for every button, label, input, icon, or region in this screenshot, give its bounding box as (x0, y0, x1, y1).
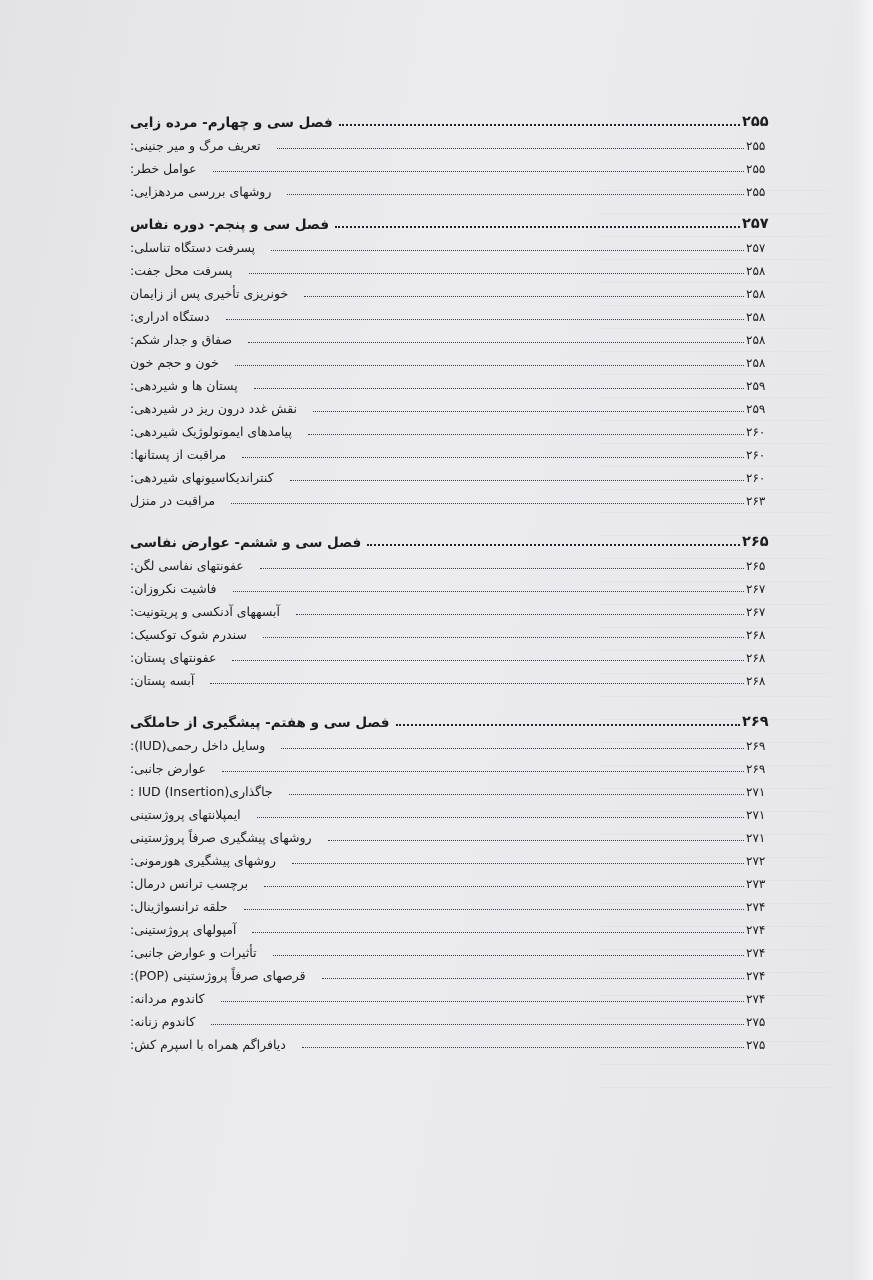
entry-page-number: ۲۷۴ (746, 900, 766, 914)
entry-page-number: ۲۶۰ (746, 448, 766, 462)
dot-leader (287, 193, 744, 195)
entry-title: روشهای بررسی مردهزایی: (130, 184, 272, 199)
dot-leader (254, 387, 744, 389)
chapter-heading (128, 210, 770, 232)
entry-title: جاگذاری(Insertion) IUD : (130, 784, 273, 799)
toc-entry (128, 130, 770, 153)
dot-leader (226, 318, 744, 320)
entry-page-number: ۲۵۸ (746, 333, 766, 347)
toc-entry (128, 278, 770, 301)
toc-entry (128, 730, 770, 753)
entry-title: قرصهای صرفاً پروژستینی (POP): (130, 968, 306, 983)
toc-entry (128, 416, 770, 439)
entry-title: خون و حجم خون (130, 355, 219, 370)
dot-leader (308, 433, 744, 435)
entry-page-number: ۲۵۹ (746, 379, 766, 393)
chapter-34 (128, 108, 770, 199)
toc-entry (128, 596, 770, 619)
entry-title: نقش غدد درون ریز در شیردهی: (130, 401, 298, 416)
entry-page-number: ۲۷۱ (746, 831, 766, 845)
toc-entry (128, 393, 770, 416)
dot-leader (296, 613, 744, 615)
chapter-title: فصل سی و ششم- عوارض نفاسی (130, 535, 362, 551)
entry-title: وسایل داخل رحمی(IUD): (130, 738, 266, 753)
entry-title: پیامدهای ایمونولوژیک شیردهی: (130, 424, 292, 439)
entry-page-number: ۲۶۹ (746, 762, 766, 776)
entry-title: سندرم شوک توکسیک: (130, 627, 247, 642)
chapter-heading (128, 108, 770, 130)
toc-entry (128, 462, 770, 485)
entry-page-number: ۲۶۳ (746, 494, 766, 508)
toc-entry (128, 937, 770, 960)
entry-page-number: ۲۶۸ (746, 651, 766, 665)
dot-leader (289, 793, 744, 795)
dot-leader (322, 977, 744, 979)
entry-title: مراقبت از پستانها: (130, 447, 227, 462)
chapter-title: فصل سی و پنجم- دوره نفاس (130, 217, 330, 233)
entry-page-number: ۲۷۵ (746, 1038, 766, 1052)
dot-leader (211, 1023, 744, 1025)
entry-page-number: ۲۶۸ (746, 674, 766, 688)
dot-leader (252, 931, 744, 933)
dot-leader (232, 659, 744, 661)
entry-title: آبسههای آدنکسی و پریتونیت: (130, 604, 280, 619)
entry-title: خونریزی تأخیری پس از زایمان (130, 286, 289, 301)
chapter-36 (128, 528, 770, 688)
dot-leader (213, 170, 744, 172)
toc-entry (128, 891, 770, 914)
entry-page-number: ۲۶۰ (746, 471, 766, 485)
entry-page-number: ۲۵۸ (746, 310, 766, 324)
toc-entry (128, 776, 770, 799)
toc-entry (128, 176, 770, 199)
dot-leader (271, 249, 744, 251)
dot-leader (367, 543, 740, 546)
entry-title: عوامل خطر: (130, 161, 197, 176)
toc-entry (128, 799, 770, 822)
toc-entry (128, 347, 770, 370)
entry-title: کاندوم زنانه: (130, 1014, 196, 1029)
chapter-page-number: ۲۶۵ (742, 534, 769, 550)
entry-page-number: ۲۶۹ (746, 739, 766, 753)
entry-page-number: ۲۷۴ (746, 923, 766, 937)
entry-page-number: ۲۷۴ (746, 969, 766, 983)
toc-entry (128, 439, 770, 462)
entry-title: مراقبت در منزل (130, 493, 216, 508)
entry-page-number: ۲۶۸ (746, 628, 766, 642)
entry-title: کنتراندیکاسیونهای شیردهی: (130, 470, 274, 485)
dot-leader (339, 123, 740, 126)
entry-title: تأثیرات و عوارض جانبی: (130, 945, 257, 960)
toc-entry (128, 642, 770, 665)
dot-leader (242, 456, 744, 458)
dot-leader (263, 636, 744, 638)
entry-title: دستگاه ادراری: (130, 309, 210, 324)
entry-title: صفاق و جدار شکم: (130, 332, 233, 347)
entry-title: فاشیت نکروزان: (130, 581, 217, 596)
entry-title: پستان ها و شیردهی: (130, 378, 238, 393)
entry-title: برچسب ترانس درمال: (130, 876, 249, 891)
toc-entry (128, 1029, 770, 1052)
entry-page-number: ۲۷۱ (746, 785, 766, 799)
chapter-title: فصل سی و چهارم- مرده زایی (130, 115, 333, 131)
entry-page-number: ۲۷۴ (746, 946, 766, 960)
entry-title: روشهای پیشگیری صرفاً پروژستینی (130, 830, 312, 845)
dot-leader (221, 1000, 744, 1002)
toc-entry (128, 370, 770, 393)
toc-entry (128, 960, 770, 983)
toc-entry (128, 153, 770, 176)
toc-entry (128, 1006, 770, 1029)
entry-title: تعریف مرگ و میر جنینی: (130, 138, 261, 153)
toc-entry (128, 619, 770, 642)
entry-page-number: ۲۵۵ (746, 162, 766, 176)
toc-entry (128, 665, 770, 688)
dot-leader (302, 1046, 744, 1048)
chapter-37 (128, 708, 770, 1052)
entry-page-number: ۲۵۵ (746, 139, 766, 153)
entry-title: روشهای پیشگیری هورمونی: (130, 853, 276, 868)
dot-leader (249, 272, 745, 274)
dot-leader (244, 908, 744, 910)
entry-page-number: ۲۵۸ (746, 264, 766, 278)
dot-leader (277, 147, 744, 149)
entry-title: آمپولهای پروژستینی: (130, 922, 237, 937)
entry-page-number: ۲۶۵ (746, 559, 766, 573)
dot-leader (210, 682, 744, 684)
table-of-contents (128, 108, 770, 1072)
entry-page-number: ۲۵۸ (746, 356, 766, 370)
entry-page-number: ۲۷۴ (746, 992, 766, 1006)
entry-page-number: ۲۶۷ (746, 582, 766, 596)
entry-page-number: ۲۷۵ (746, 1015, 766, 1029)
toc-entry (128, 914, 770, 937)
dot-leader (233, 590, 745, 592)
entry-title: حلقه ترانسواژینال: (130, 899, 228, 914)
toc-entry (128, 868, 770, 891)
toc-entry (128, 301, 770, 324)
entry-title: آبسه پستان: (130, 673, 195, 688)
entry-title: پسرفت محل جفت: (130, 263, 233, 278)
entry-title: عفونتهای پستان: (130, 650, 217, 665)
dot-leader (292, 862, 744, 864)
dot-leader (235, 364, 744, 366)
dot-leader (231, 502, 744, 504)
chapter-page-number: ۲۵۵ (742, 114, 769, 130)
dot-leader (260, 567, 744, 569)
entry-page-number: ۲۷۳ (746, 877, 766, 891)
dot-leader (257, 816, 744, 818)
dot-leader (248, 341, 744, 343)
toc-entry (128, 983, 770, 1006)
chapter-35 (128, 210, 770, 508)
toc-entry (128, 255, 770, 278)
toc-entry (128, 753, 770, 776)
dot-leader (335, 225, 740, 228)
entry-page-number: ۲۵۵ (746, 185, 766, 199)
dot-leader (304, 295, 744, 297)
chapter-heading (128, 708, 770, 730)
dot-leader (264, 885, 744, 887)
dot-leader (313, 410, 744, 412)
entry-page-number: ۲۵۸ (746, 287, 766, 301)
toc-entry (128, 822, 770, 845)
toc-entry (128, 232, 770, 255)
entry-page-number: ۲۶۷ (746, 605, 766, 619)
entry-page-number: ۲۷۱ (746, 808, 766, 822)
dot-leader (290, 479, 744, 481)
entry-title: ایمپلانتهای پروژستینی (130, 807, 241, 822)
toc-entry (128, 573, 770, 596)
dot-leader (222, 770, 744, 772)
entry-page-number: ۲۵۹ (746, 402, 766, 416)
dot-leader (281, 747, 744, 749)
chapter-page-number: ۲۵۷ (742, 216, 769, 232)
chapter-heading (128, 528, 770, 550)
toc-entry (128, 550, 770, 573)
page-edge (853, 0, 873, 1280)
chapter-title: فصل سی و هفتم- پیشگیری از حاملگی (130, 715, 390, 731)
entry-title: عفونتهای نفاسی لگن: (130, 558, 244, 573)
entry-title: کاندوم مردانه: (130, 991, 205, 1006)
dot-leader (273, 954, 744, 956)
entry-title: دیافراگم همراه با اسپرم کش: (130, 1037, 286, 1052)
entry-page-number: ۲۶۰ (746, 425, 766, 439)
entry-title: پسرفت دستگاه تناسلی: (130, 240, 256, 255)
chapter-page-number: ۲۶۹ (742, 714, 769, 730)
entry-page-number: ۲۵۷ (746, 241, 766, 255)
toc-entry (128, 485, 770, 508)
dot-leader (328, 839, 744, 841)
toc-entry (128, 324, 770, 347)
entry-title: عوارض جانبی: (130, 761, 206, 776)
entry-page-number: ۲۷۲ (746, 854, 766, 868)
dot-leader (396, 723, 740, 726)
toc-entry (128, 845, 770, 868)
